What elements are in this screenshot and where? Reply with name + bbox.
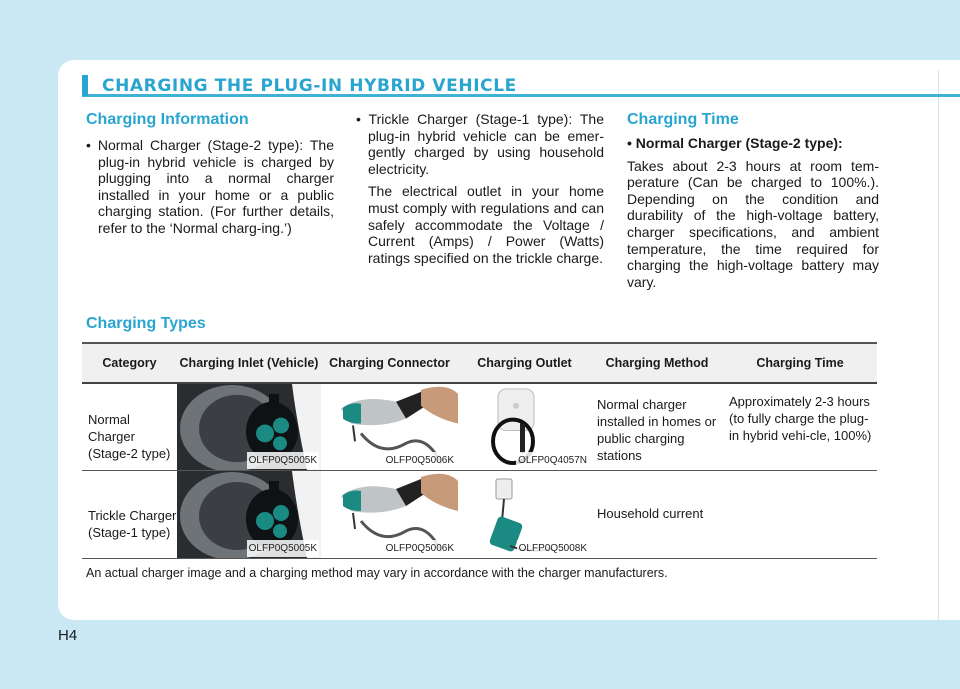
charging-time-cell: Approximately 2-3 hours (to fully charge the plug-in hybrid vehi-cle, 100%)	[729, 394, 872, 443]
charging-information-col2	[356, 111, 604, 272]
connector-image-code: OLFP0Q5006K	[384, 452, 456, 469]
header-charging-connector: Charging Connector	[329, 355, 450, 370]
category-cell: Trickle Charger (Stage-1 type)	[88, 507, 177, 540]
charging-information-title: Charging Information	[86, 111, 249, 128]
inlet-image-code: OLFP0Q5005K	[247, 452, 319, 469]
inlet-photo	[177, 384, 321, 470]
table-header-row	[82, 344, 877, 384]
connector-photo	[321, 384, 458, 470]
outlet-image-code: OLFP0Q4057N	[516, 452, 589, 469]
inlet-image-code: OLFP0Q5005K	[247, 540, 319, 557]
page-number: H4	[58, 627, 78, 644]
header-title: CHARGING THE PLUG-IN HYBRID VEHICLE	[102, 76, 517, 96]
table-row	[82, 471, 877, 558]
charging-types-table	[82, 342, 877, 559]
charging-time-paragraph: Takes about 2-3 hours at room tem-perature (Can be charged to 100%.). Depending on the condition and durability of the high-voltage battery, charger specifications, and ambient temperature, the time required for charging the high-voltage battery may vary.	[627, 157, 879, 290]
header-charging-method: Charging Method	[605, 355, 709, 370]
charging-information-col1	[86, 137, 334, 243]
charging-method-cell: Household current	[597, 506, 704, 521]
charging-method-cell: Normal charger installed in homes or public charging stations	[597, 397, 717, 463]
charging-time-col	[627, 135, 879, 296]
charging-time-title: Charging Time	[627, 111, 739, 128]
header-charging-inlet: Charging Inlet (Vehicle)	[179, 355, 319, 370]
table-row	[82, 384, 877, 471]
trickle-charger-paragraph: • Trickle Charger (Stage-1 type): The plug-in hybrid vehicle can be emer-gently charged by using household electricity.	[356, 111, 604, 177]
header-category: Category	[102, 355, 157, 370]
outlet-photo	[458, 384, 591, 470]
charger-disclaimer-note: An actual charger image and a charging method may vary in accordance with the charger manufacturers.	[86, 566, 668, 580]
connector-photo	[321, 471, 458, 558]
outlet-image-code: OLFP0Q5008K	[517, 540, 589, 557]
category-cell: Normal Charger (Stage-2 type)	[88, 411, 171, 461]
connector-image-code: OLFP0Q5006K	[384, 540, 456, 557]
margin-rule	[938, 70, 939, 620]
charging-time-cell	[723, 471, 877, 558]
header-charging-time: Charging Time	[756, 355, 844, 370]
inlet-photo	[177, 471, 321, 558]
charging-time-heading: • Normal Charger (Stage-2 type):	[627, 135, 843, 151]
normal-charger-paragraph: • Normal Charger (Stage-2 type): The plug-in hybrid vehicle is charged by plugging into a normal charger installed in your home or a public charging station. (For further details, refer to the ‘Normal charg-ing.’)	[86, 137, 334, 236]
header-accent-bar	[82, 75, 88, 96]
header-charging-outlet: Charging Outlet	[477, 355, 572, 370]
outlet-paragraph: The electrical outlet in your home must comply with regulations and can safely accommodate the Voltage / Current (Amps) / Power (Watts) ratings specified on the trickle charge.	[368, 183, 604, 266]
section-header	[82, 75, 960, 97]
charging-types-title: Charging Types	[86, 315, 206, 332]
outlet-photo	[458, 471, 591, 558]
